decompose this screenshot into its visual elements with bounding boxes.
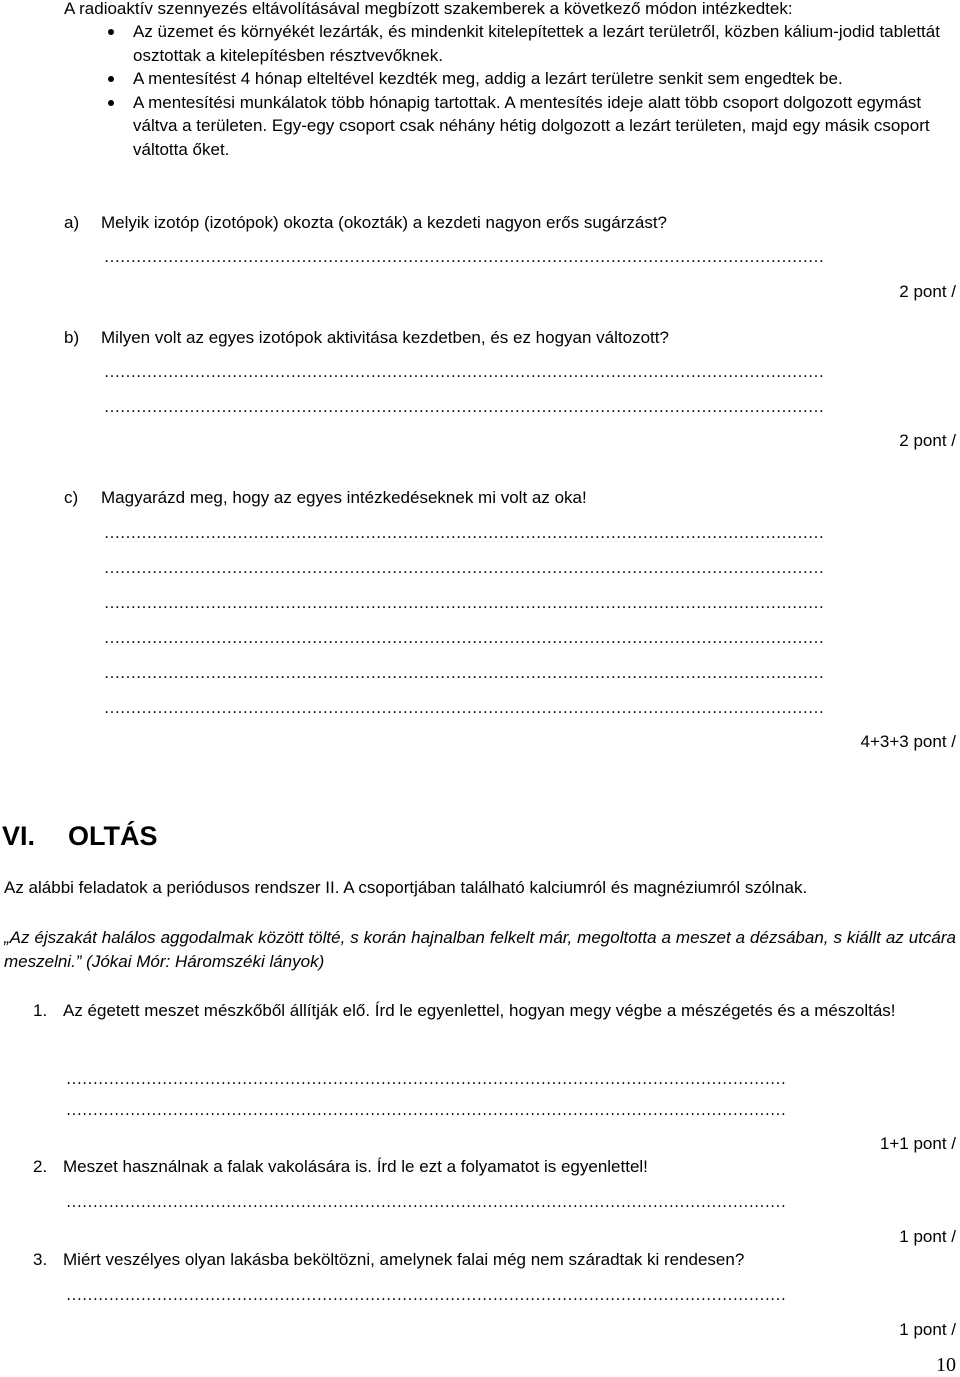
points-c: 4+3+3 pont / <box>860 732 956 751</box>
page-number: 10 <box>936 1353 956 1376</box>
task-3-text: Miért veszélyes olyan lakásba beköltözni, amelynek falai még nem száradtak ki rendesen? <box>63 1250 745 1269</box>
question-c-label: c) <box>64 488 79 507</box>
question-a-label: a) <box>64 213 80 232</box>
answer-line-2-1[interactable]: ……………………………………………………………………………………………………………………… <box>66 1195 786 1211</box>
task-1 <box>33 994 958 1028</box>
answer-line-c-1[interactable]: ……………………………………………………………………………………………………………………… <box>104 526 824 542</box>
list-item: A mentesítést 4 hónap elteltével kezdték meg, addig a lezárt területre senkit sem engedtek be. <box>64 67 954 91</box>
task-3-number: 3. <box>33 1250 48 1269</box>
answer-line-c-5[interactable]: ……………………………………………………………………………………………………………………… <box>104 666 824 682</box>
task-2 <box>33 1155 958 1179</box>
task-1-number: 1. <box>33 1001 48 1020</box>
task-1-text: Az égetett meszet mészkőből állítják elő. Írd le egyenlettel, hogyan megy végbe a mészégetés és a mészoltás! <box>63 1001 896 1020</box>
section-intro: Az alábbi feladatok a periódusos rendszer II. A csoportjában található kalciumról és magnéziumról szólnak. <box>4 878 808 897</box>
list-item: Az üzemet és környékét lezárták, és mindenkit kitelepítettek a lezárt területről, közben kálium-jodid tablettát osztottak a kitelepítésben résztvevőknek. <box>64 20 954 67</box>
question-a <box>64 211 954 235</box>
task-2-text: Meszet használnak a falak vakolására is. Írd le ezt a folyamatot is egyenlettel! <box>63 1157 648 1176</box>
question-c <box>64 486 954 510</box>
answer-line-c-4[interactable]: ……………………………………………………………………………………………………………………… <box>104 631 824 647</box>
question-b <box>64 326 954 350</box>
intro-text: A radioaktív szennyezés eltávolításával megbízott szakemberek a következő módon intézkedtek: <box>64 0 793 18</box>
section-title <box>2 818 158 854</box>
points-2: 1 pont / <box>899 1227 956 1246</box>
answer-line-b-2[interactable]: ……………………………………………………………………………………………………………………… <box>104 400 824 416</box>
answer-line-c-2[interactable]: ……………………………………………………………………………………………………………………… <box>104 561 824 577</box>
points-1: 1+1 pont / <box>879 1134 956 1153</box>
points-b: 2 pont / <box>899 431 956 450</box>
points-a: 2 pont / <box>899 282 956 301</box>
section-number: VI. <box>2 821 36 851</box>
answer-line-c-6[interactable]: ……………………………………………………………………………………………………………………… <box>104 701 824 717</box>
points-3: 1 pont / <box>899 1320 956 1339</box>
question-b-text: Milyen volt az egyes izotópok aktivitása kezdetben, és ez hogyan változott? <box>101 328 669 347</box>
answer-line-b-1[interactable]: ……………………………………………………………………………………………………………………… <box>104 365 824 381</box>
section-name: OLTÁS <box>68 821 158 851</box>
quote: „Az éjszakát halálos aggodalmak között tölté, s korán hajnalban felkelt már, megoltotta a meszet a dézsában, s kiállt az utcára meszelni.” (Jókai Mór: Háromszéki lányok) <box>4 928 956 971</box>
answer-line-c-3[interactable]: ……………………………………………………………………………………………………………………… <box>104 596 824 612</box>
question-a-text: Melyik izotóp (izotópok) okozta (okozták) a kezdeti nagyon erős sugárzást? <box>101 213 667 232</box>
answer-line-1-1[interactable]: ……………………………………………………………………………………………………………………… <box>66 1072 786 1088</box>
task-3 <box>33 1248 958 1272</box>
answer-line-3-1[interactable]: ……………………………………………………………………………………………………………………… <box>66 1288 786 1304</box>
answer-line-a-1[interactable]: ……………………………………………………………………………………………………………………… <box>104 250 824 266</box>
task-2-number: 2. <box>33 1157 48 1176</box>
answer-line-1-2[interactable]: ……………………………………………………………………………………………………………………… <box>66 1103 786 1119</box>
list-item: A mentesítési munkálatok több hónapig tartottak. A mentesítés ideje alatt több csoport dolgozott egymást váltva a területen. Egy-egy csoport csak néhány hétig dolgozott a lezárt területen, majd egy másik csoport váltotta őket. <box>64 91 954 162</box>
measures-list <box>64 20 954 161</box>
question-c-text: Magyarázd meg, hogy az egyes intézkedéseknek mi volt az oka! <box>101 488 587 507</box>
question-b-label: b) <box>64 328 80 347</box>
